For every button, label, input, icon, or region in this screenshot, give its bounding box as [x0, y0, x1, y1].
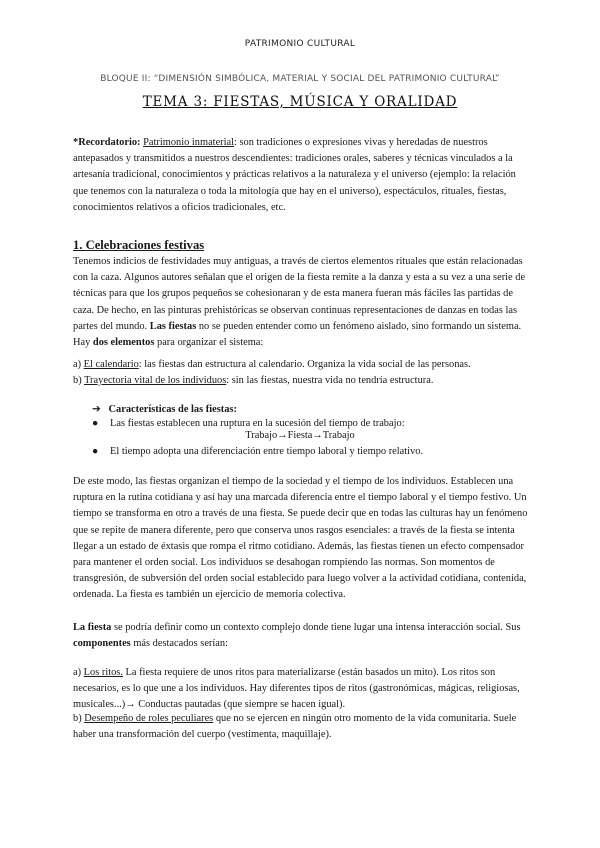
bullet-dot-icon: ●	[92, 418, 99, 429]
caracteristicas-heading	[92, 403, 237, 415]
item-b-prefix: b)	[73, 375, 85, 386]
bullet-dot-icon: ●	[92, 446, 99, 457]
recordatorio-label: *Recordatorio:	[73, 137, 141, 148]
recordatorio-term: Patrimonio inmaterial	[143, 137, 235, 148]
component-b	[73, 711, 528, 743]
section-title: 1. Celebraciones festivas	[73, 238, 205, 252]
comp-b-prefix: b)	[73, 713, 85, 724]
paragraph-3	[73, 620, 528, 652]
item-a-prefix: a)	[73, 359, 84, 370]
comp-b-text: que no se ejercen en ningún otro momento de la vida comunitaria. Suele haber una transformación del cuerpo (vestimenta, maquillaje).	[73, 713, 517, 741]
intro-end: para organizar el sistema:	[154, 337, 264, 349]
comp-a-prefix: a)	[73, 667, 84, 678]
bullet-2-text: El tiempo adopta una diferenciación entre tiempo laboral y tiempo relativo.	[110, 446, 424, 457]
component-a	[73, 665, 528, 714]
paragraph-2-text: De este modo, las fiestas organizan el tiempo de la sociedad y el tiempo de los individuos. Establecen una ruptura en la rutina cotidiana y así hay una marcada diferencia entre el tiempo laboral y el tiempo festivo. Un tiempo se transforma en otro a través de una fiesta. Se puede decir que en todas las culturas hay un fenómeno que se repite de manera diferente, pero que conserva unos rasgos esenciales: a través de la fiesta se intenta llegar a un estado de éxtasis que rompa el ritmo cotidiano. Además, las fiestas tienen un efecto compensador para mantener el orden social. Los individuos se desahogan rompiendo las normas. Son momentos de transgresión, de subversión del orden social establecido para luego volver a la actividad cotidiana, contenida, ordenada. La fiesta es también un ejercicio de memoria colectiva.	[73, 476, 528, 601]
recordatorio-paragraph	[73, 135, 528, 216]
item-b	[73, 373, 528, 389]
bloque-subtitle: BLOQUE II: “DIMENSIÓN SIMBÓLICA, MATERIAL Y SOCIAL DEL PATRIMONIO CULTURAL”	[100, 74, 500, 84]
item-b-term: Trayectoria vital de los individuos	[84, 375, 227, 386]
p3-text-2: más destacados serían:	[130, 638, 228, 650]
p3-text-1: se podría definir como un contexto complejo donde tiene lugar una intensa interacción social. Sus	[111, 622, 521, 633]
intro-text: Tenemos indicios de festividades muy antiguas, a través de ciertos elementos rituales que están relacionadas con la caza. Algunos autores señalan que el origen de la fiesta remite a la danza y esta a su vez a una serie de técnicas para que los grupos pequeños se cohesionaran y de esta manera fueran más fáciles las partidas de caza. De hecho, en las pinturas prehistóricas se observan continuas representaciones de danzas en todas las partes del mundo.	[73, 256, 526, 332]
course-header: PATRIMONIO CULTURAL	[244, 39, 356, 49]
comp-b-term: Desempeño de roles peculiares	[84, 713, 214, 724]
p3-bold-fiesta: La fiesta	[73, 622, 112, 633]
comp-a-text: La fiesta requiere de unos ritos para materializarse (están basados un mito). Los ritos son necesarios, es lo que une a los individuos. Hay diferentes tipos de ritos (gastronómicas, mágicas, religiosas, musicales...)→ Conductas pautadas (que siempre se hacen igual).	[73, 667, 520, 711]
tema-title-text: TEMA 3: FIESTAS, MÚSICA Y ORALIDAD	[142, 94, 458, 110]
intro-bold-fiestas: Las fiestas	[149, 320, 197, 332]
intro-mid: no se pueden entender como un fenómeno aislado, sino formando un sistema. Hay	[73, 320, 522, 349]
caracteristicas-title: Características de las fiestas:	[108, 404, 237, 415]
bullet-1-text: Las fiestas establecen una ruptura en la sucesión del tiempo de trabajo:	[110, 418, 405, 429]
flow-text: Trabajo→Fiesta→Trabajo	[245, 430, 355, 441]
item-b-text: : sin las fiestas, nuestra vida no tendría estructura.	[226, 375, 434, 386]
p3-bold-componentes: componentes	[73, 638, 131, 650]
comp-a-term: Los ritos.	[83, 667, 123, 678]
item-a	[73, 357, 528, 373]
item-a-text: : las fiestas dan estructura al calendario. Organiza la vida social de las personas.	[138, 359, 471, 370]
intro-bold-elementos: dos elementos	[92, 337, 155, 349]
item-a-term: El calendario	[83, 359, 139, 370]
recordatorio-text: : son tradiciones o expresiones vivas y heredadas de nuestros antepasados y transmitidos a nuestros descendientes: tradiciones orales, saberes y técnicas vinculados a la artesanía tradicional, conocimientos y prácticas relativos a la naturaleza y el universo (ejemplo: la relación que tenemos con la naturaleza o toda la mitología que hay en el universo), espectáculos, rituales, fiestas, conocimientos relativos a oficios tradicionales, etc.	[73, 137, 516, 213]
paragraph-2	[73, 474, 528, 604]
tema-title	[0, 94, 600, 110]
intro-paragraph	[73, 254, 528, 351]
arrow-icon: ➔	[92, 404, 101, 415]
